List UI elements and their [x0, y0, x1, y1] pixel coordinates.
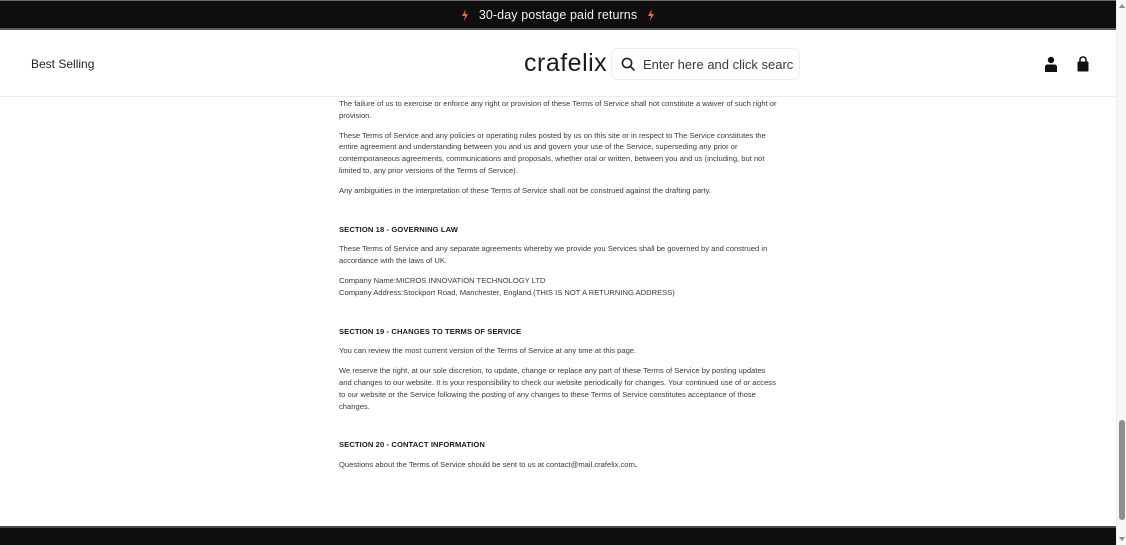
terms-content: [339, 97, 779, 471]
paragraph-waiver: The failure of us to exercise or enforce any right or provision of these Terms of Service shall not constitute a waiver of such right or provision.: [339, 99, 777, 120]
announcement-bar: [0, 0, 1116, 30]
section-19-body-1: You can review the most current version of the Terms of Service at any time at this page.: [339, 346, 637, 356]
section-20-body: [339, 459, 779, 471]
company-address: Company Address:Stockport Road, Manchester, England.(THIS IS NOT A RETURNING ADDRESS): [339, 287, 675, 297]
section-18-heading: SECTION 18 - GOVERNING LAW: [339, 224, 459, 234]
search-icon[interactable]: [621, 57, 635, 71]
contact-text: Questions about the Terms of Service should be sent to us at: [339, 460, 547, 470]
scrollbar-thumb[interactable]: [1119, 420, 1125, 520]
paragraph-ambiguities: Any ambiguities in the interpretation of these Terms of Service shall not be construed against the drafting party.: [339, 185, 712, 195]
paragraph-entire-agreement: These Terms of Service and any policies or operating rules posted by us on this site or in respect to The Service constitutes the entire agreement and understanding between you and us and govern your use of the Service, superseding any prior or contemporaneous agreements, communications and proposals, whether oral or written, between you and us (including, but not limited to, any prior versions of the Terms of Service).: [339, 130, 766, 175]
site-footer: [0, 526, 1116, 545]
scroll-down-arrow-icon[interactable]: [1118, 535, 1126, 543]
section-19-heading: SECTION 19 - CHANGES TO TERMS OF SERVICE: [339, 326, 522, 336]
section-19-body-2: We reserve the right, at our sole discretion, to update, change or replace any part of these Terms of Service by posting updates and changes to our website. It is your responsibility to check our website periodically for changes. Your continued use of or access to our website or the Service following the posting of any changes to these Terms of Service constitutes acceptance of those changes.: [339, 366, 776, 411]
nav-link-best-selling[interactable]: Best Selling: [31, 57, 95, 71]
site-header: [0, 30, 1116, 97]
company-name: Company Name:MICROS INNOVATION TECHNOLOGY LTD: [339, 275, 546, 285]
section-18-body: These Terms of Service and any separate agreements whereby we provide you Services shall be governed by and construed in accordance with the laws of UK.: [339, 244, 768, 266]
contact-suffix: .: [634, 460, 637, 470]
announcement-text: 30-day postage paid returns: [478, 7, 638, 22]
site-logo[interactable]: crafelix: [524, 49, 608, 77]
section-20-heading: SECTION 20 - CONTACT INFORMATION: [339, 440, 485, 450]
vertical-scrollbar[interactable]: [1116, 0, 1126, 545]
search-input[interactable]: [643, 57, 793, 72]
lightning-bolt-icon: [461, 9, 469, 21]
shopping-bag-icon[interactable]: [1076, 56, 1090, 72]
user-icon[interactable]: [1044, 56, 1058, 72]
lightning-bolt-icon: [647, 9, 655, 21]
scroll-up-arrow-icon[interactable]: [1118, 2, 1126, 10]
contact-email-link[interactable]: contact@mail.crafelix.com: [546, 460, 635, 470]
search-box[interactable]: [611, 48, 800, 80]
